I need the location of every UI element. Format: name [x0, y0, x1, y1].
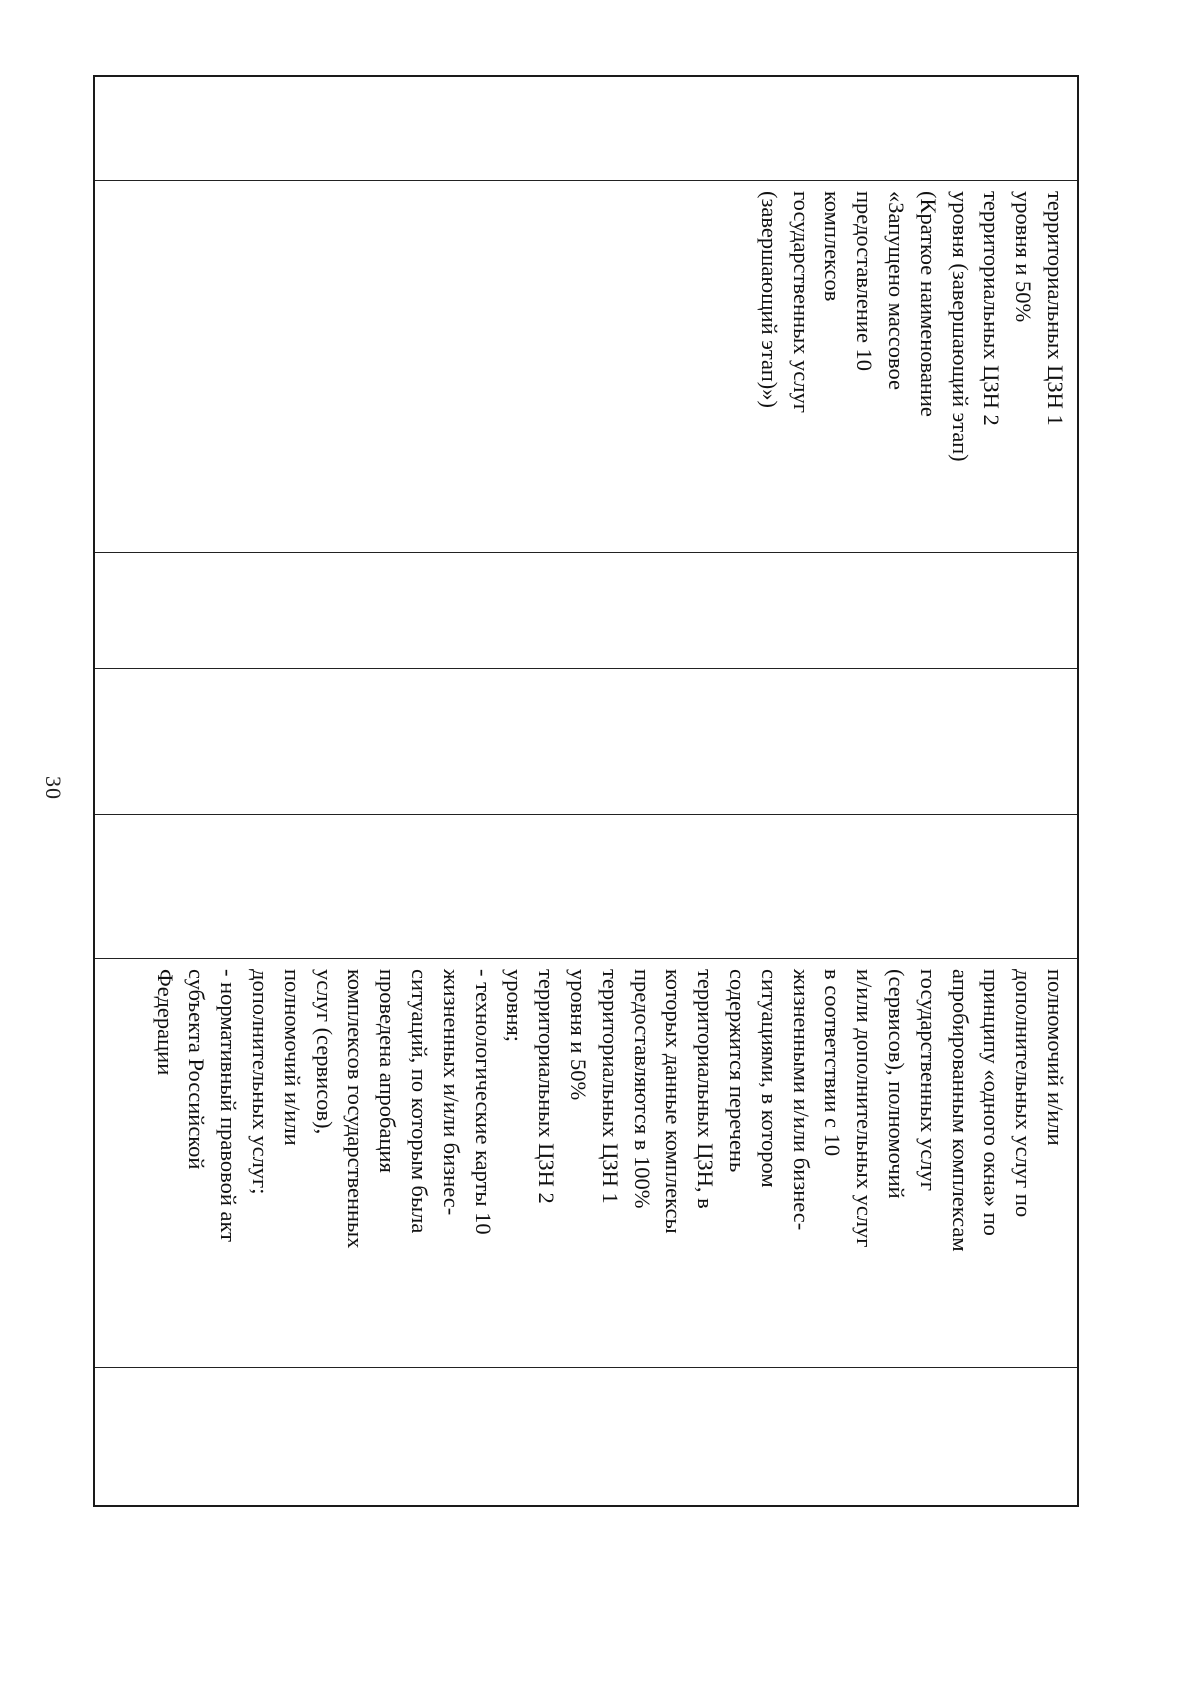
doc-line: ситуациями, в котором — [756, 969, 782, 1188]
doc-line: территориальных ЦЗН 2 — [534, 969, 560, 1204]
result-line: комплексов — [820, 191, 846, 302]
doc-line: (сервисов), полномочий — [884, 969, 910, 1199]
doc-line: комплексов государственных — [343, 969, 369, 1249]
doc-line: государственных услуг — [915, 969, 941, 1192]
result-line: (Краткое наименование — [915, 191, 941, 417]
table-col-empty-2 — [95, 669, 1077, 815]
doc-line: территориальных ЦЗН, в — [693, 969, 719, 1209]
result-line: предоставление 10 — [852, 191, 878, 372]
result-line: «Запущено массовое — [884, 191, 910, 391]
doc-line: апробированным комплексам — [947, 969, 973, 1252]
result-line: территориальных ЦЗН 1 — [1043, 191, 1068, 426]
table-col-result — [95, 181, 1077, 553]
doc-line: уровня; — [502, 969, 528, 1043]
doc-line: и/или дополнительных услуг — [852, 969, 878, 1248]
table-col-empty-4 — [95, 1368, 1077, 1505]
table-wrapper — [93, 75, 1079, 1507]
result-name-cell — [753, 191, 1071, 546]
result-line: государственных услуг — [788, 191, 814, 414]
doc-line: содержится перечень — [725, 969, 751, 1173]
doc-line: субъекта Российской — [184, 969, 210, 1170]
doc-line: принципу «одного окна» по — [979, 969, 1005, 1236]
result-line: (завершающий этап)») — [756, 191, 782, 408]
doc-line: полномочий и/или — [279, 969, 305, 1146]
doc-line: уровня и 50% — [566, 969, 592, 1101]
doc-line: полномочий и/или — [1043, 969, 1068, 1146]
result-line: уровня (завершающий этап) — [947, 191, 973, 462]
doc-line: жизненными и/или бизнес- — [788, 969, 814, 1231]
doc-line: жизненных и/или бизнес- — [438, 969, 464, 1216]
doc-line: в соответствии с 10 — [820, 969, 846, 1157]
result-line: территориальных ЦЗН 2 — [979, 191, 1005, 426]
table-col-empty-1 — [95, 553, 1077, 669]
table-col-number — [95, 77, 1077, 181]
table-col-empty-3 — [95, 815, 1077, 959]
doc-line: которых данные комплексы — [661, 969, 687, 1234]
doc-line: предоставляются в 100% — [629, 969, 655, 1209]
document-description-cell — [149, 969, 1071, 1361]
doc-line: проведена апробация — [375, 969, 401, 1173]
doc-line: - технологические карты 10 — [470, 969, 496, 1235]
result-line: уровня и 50% — [1011, 191, 1037, 323]
results-table — [93, 75, 1079, 1507]
doc-line: территориальных ЦЗН 1 — [597, 969, 623, 1204]
doc-line: Федерации — [152, 969, 178, 1076]
doc-line: дополнительных услуг по — [1011, 969, 1037, 1218]
doc-line: услуг (сервисов), — [311, 969, 337, 1135]
doc-line: ситуаций, по которым была — [407, 969, 433, 1234]
doc-line: дополнительных услуг; — [248, 969, 274, 1195]
table-col-documents — [95, 959, 1077, 1368]
page-number: 30 — [41, 776, 66, 800]
doc-line: - нормативный правовой акт — [216, 969, 242, 1242]
